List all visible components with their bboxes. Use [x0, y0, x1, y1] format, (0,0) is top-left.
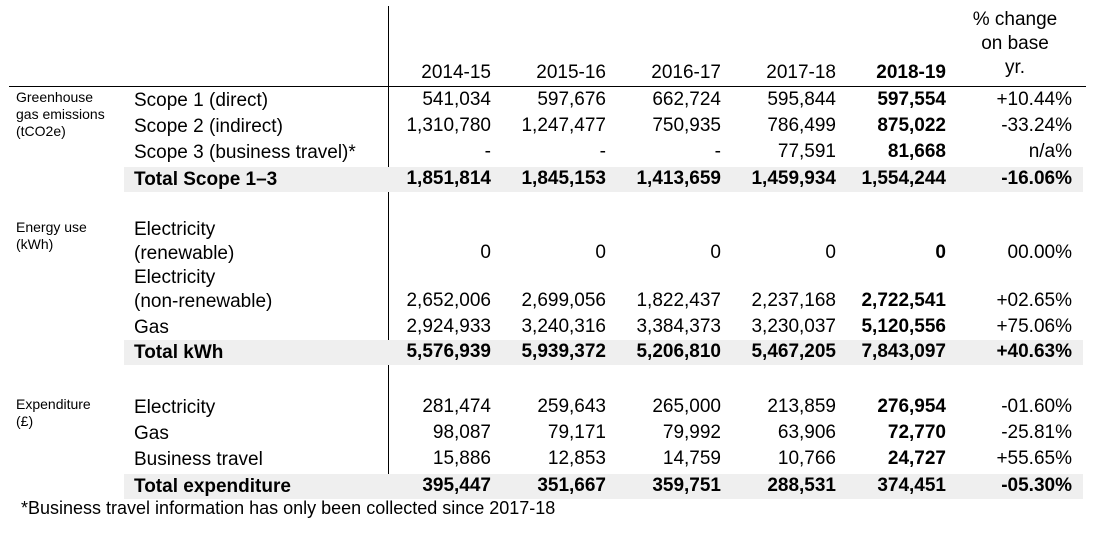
header-divider: [9, 86, 1086, 87]
table-cell: 595,844: [767, 89, 836, 110]
table-cell: 1,845,153: [521, 168, 606, 189]
row-label: Electricity (non-renewable): [134, 267, 273, 312]
table-cell: 259,643: [537, 396, 606, 417]
group-label-energy: Energy use (kWh): [16, 219, 87, 252]
table-cell: 12,853: [547, 448, 606, 469]
group-label-expenditure: Expenditure (£): [16, 396, 91, 429]
table-cell: 14,759: [662, 448, 721, 469]
table-cell: 5,467,205: [751, 341, 836, 362]
table-cell: 5,939,372: [521, 341, 606, 362]
table-cell: 597,676: [537, 89, 606, 110]
table-cell: 597,554: [877, 89, 946, 110]
table-cell: 1,247,477: [521, 115, 606, 136]
table-cell: 1,822,437: [636, 290, 721, 311]
row-label: Electricity: [134, 397, 216, 418]
table-cell: 15,886: [432, 448, 491, 469]
table-cell: 5,576,939: [406, 341, 491, 362]
table-cell: 541,034: [422, 89, 491, 110]
row-label: Gas: [134, 423, 169, 444]
row-label: Total expenditure: [134, 476, 291, 497]
table-cell: 0: [935, 242, 946, 263]
table-cell: 0: [595, 242, 606, 263]
table-cell: 5,206,810: [636, 341, 721, 362]
table-cell: 1,459,934: [751, 168, 836, 189]
pct-change-cell: -25.81%: [1001, 422, 1072, 443]
table-cell: 3,384,373: [636, 316, 721, 337]
year-header-2014-15: 2014-15: [421, 62, 491, 83]
table-cell: 786,499: [767, 115, 836, 136]
table-cell: 79,171: [547, 422, 606, 443]
table-cell: 1,851,814: [406, 168, 491, 189]
pct-change-cell: 00.00%: [1007, 242, 1072, 263]
table-cell: 0: [710, 242, 721, 263]
pct-change-header: % change on base yr.: [972, 9, 1058, 78]
table-cell: -: [599, 141, 606, 162]
table-cell: 288,531: [767, 475, 836, 496]
row-label: Scope 1 (direct): [134, 90, 269, 111]
table-cell: 1,554,244: [861, 168, 946, 189]
row-label: Total Scope 1–3: [134, 169, 278, 190]
table-cell: 0: [480, 242, 491, 263]
table-cell: 24,727: [887, 448, 946, 469]
group-label-ghg: Greenhouse gas emissions (tCO2e): [16, 89, 105, 139]
row-label: Gas: [134, 317, 169, 338]
table-cell: 213,859: [767, 396, 836, 417]
table-cell: 3,240,316: [521, 316, 606, 337]
row-label: Total kWh: [134, 342, 224, 363]
table-cell: 359,751: [652, 475, 721, 496]
table-cell: 875,022: [877, 115, 946, 136]
table-cell: 2,722,541: [861, 290, 946, 311]
pct-change-cell: -01.60%: [1001, 396, 1072, 417]
row-label: Business travel: [134, 449, 263, 470]
table-cell: 351,667: [537, 475, 606, 496]
table-cell: 2,699,056: [521, 290, 606, 311]
pct-change-cell: n/a%: [1028, 141, 1072, 162]
table-cell: -: [714, 141, 721, 162]
pct-change-cell: +10.44%: [996, 89, 1072, 110]
table-cell: 1,310,780: [406, 115, 491, 136]
year-header-2015-16: 2015-16: [536, 62, 606, 83]
table-cell: 79,992: [662, 422, 721, 443]
row-label: Electricity (renewable): [134, 219, 235, 264]
pct-change-cell: +02.65%: [996, 290, 1072, 311]
table-cell: 395,447: [422, 475, 491, 496]
table-cell: 265,000: [652, 396, 721, 417]
table-cell: 662,724: [652, 89, 721, 110]
table-cell: 750,935: [652, 115, 721, 136]
table-cell: 374,451: [877, 475, 946, 496]
table-cell: 0: [825, 242, 836, 263]
table-cell: 276,954: [877, 396, 946, 417]
table-cell: 2,652,006: [406, 290, 491, 311]
year-header-2017-18: 2017-18: [766, 62, 836, 83]
footnote: *Business travel information has only been collected since 2017-18: [21, 498, 556, 518]
table-cell: 1,413,659: [636, 168, 721, 189]
pct-change-cell: +75.06%: [996, 316, 1072, 337]
table-cell: -: [484, 141, 491, 162]
table-cell: 2,237,168: [751, 290, 836, 311]
year-header-2016-17: 2016-17: [651, 62, 721, 83]
table-cell: 10,766: [777, 448, 836, 469]
table-cell: 7,843,097: [861, 341, 946, 362]
pct-change-cell: -05.30%: [1001, 475, 1072, 496]
pct-change-cell: -16.06%: [1001, 168, 1072, 189]
table-cell: 3,230,037: [751, 316, 836, 337]
table-cell: 72,770: [887, 422, 946, 443]
row-label: Scope 2 (indirect): [134, 116, 283, 137]
pct-change-cell: +55.65%: [996, 448, 1072, 469]
pct-change-cell: -33.24%: [1001, 115, 1072, 136]
table-cell: 281,474: [422, 396, 491, 417]
table-cell: 81,668: [887, 141, 946, 162]
table-cell: 2,924,933: [406, 316, 491, 337]
table-cell: 98,087: [432, 422, 491, 443]
pct-change-cell: +40.63%: [996, 341, 1072, 362]
table-cell: 63,906: [777, 422, 836, 443]
table-cell: 5,120,556: [861, 316, 946, 337]
row-label: Scope 3 (business travel)*: [134, 142, 356, 163]
table-cell: 77,591: [777, 141, 836, 162]
year-header-2018-19: 2018-19: [876, 62, 946, 83]
